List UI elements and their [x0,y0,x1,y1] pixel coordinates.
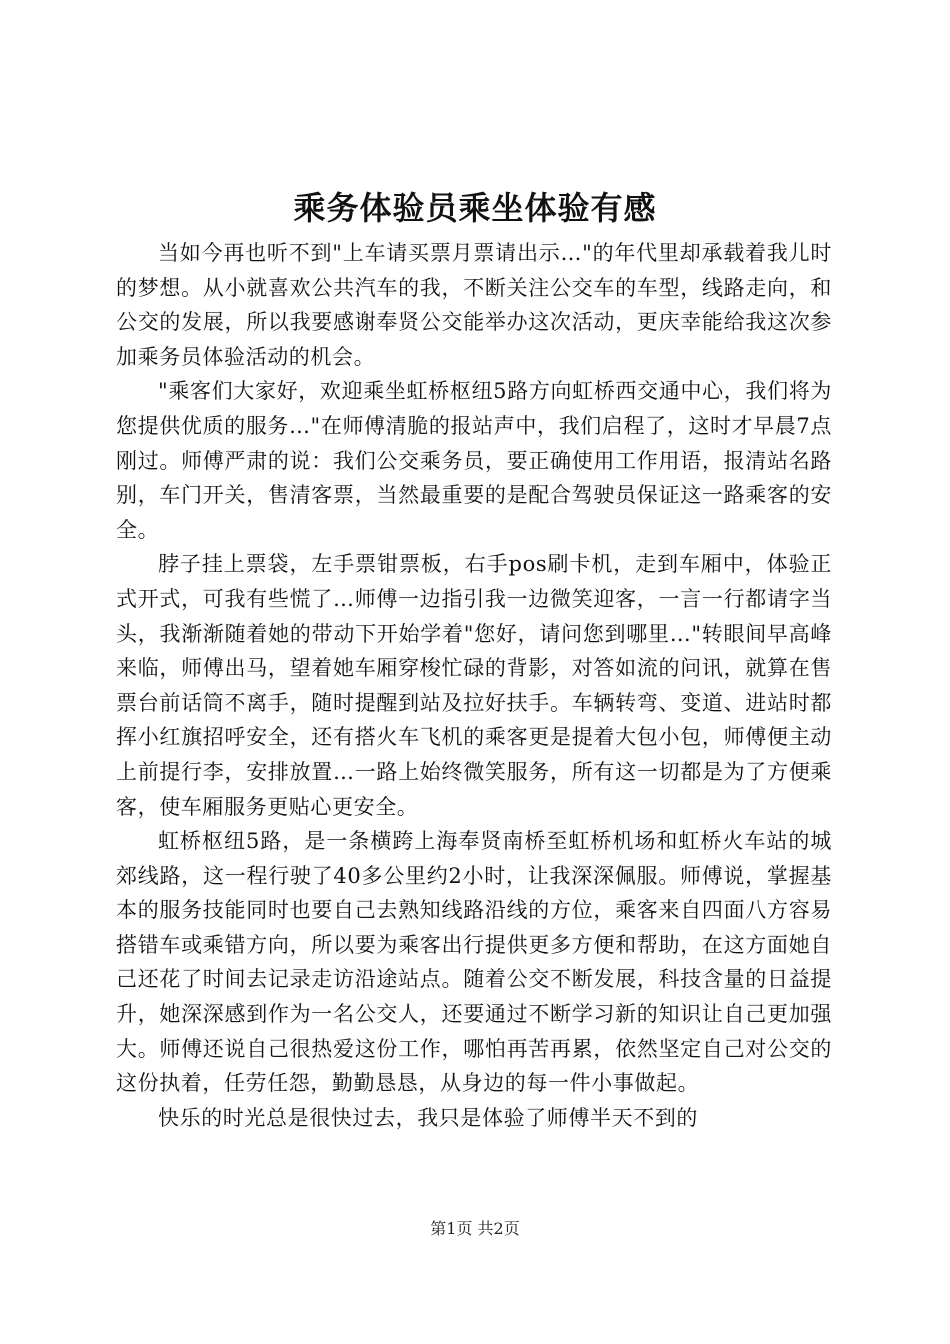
page-footer: 第1页 共2页 [430,1219,520,1238]
document-body [116,236,832,1135]
document-title: 乘务体验员乘坐体验有感 [293,189,657,227]
paragraph-4: 虹桥枢纽5路，是一条横跨上海奉贤南桥至虹桥机场和虹桥火车站的城郊线路，这一程行驶了40多公里约2小时，让我深深佩服。师傅说，掌握基本的服务技能同时也要自己去熟知线路沿线的方位，乘客来自四面八方容易搭错车或乘错方向，所以要为乘客出行提供更多方便和帮助，在这方面她自己还花了时间去记录走访沿途站点。随着公交不断发展，科技含量的日益提升，她深深感到作为一名公交人，还要通过不断学习新的知识让自己更加强大。师傅还说自己很热爱这份工作，哪怕再苦再累，依然坚定自己对公交的这份执着，任劳任怨，勤勤恳恳，从身边的每一件小事做起。 [116,829,832,1096]
paragraph-2: "乘客们大家好，欢迎乘坐虹桥枢纽5路方向虹桥西交通中心，我们将为您提供优质的服务…"在师傅清脆的报站声中，我们启程了，这时才早晨7点刚过。师傅严肃的说：我们公交乘务员，要正确使用工作用语，报清站名路别，车门开关，售清客票，当然最重要的是配合驾驶员保证这一路乘客的安全。 [116,379,832,542]
paragraph-1: 当如今再也听不到"上车请买票月票请出示…"的年代里却承载着我儿时的梦想。从小就喜欢公共汽车的我，不断关注公交车的车型，线路走向，和公交的发展，所以我要感谢奉贤公交能举办这次活动，更庆幸能给我这次参加乘务员体验活动的机会。 [116,241,832,369]
paragraph-5: 快乐的时光总是很快过去，我只是体验了师傅半天不到的 [158,1105,698,1130]
paragraph-3: 脖子挂上票袋，左手票钳票板，右手pos刷卡机，走到车厢中，体验正式开式，可我有些慌了…师傅一边指引我一边微笑迎客，一言一行都请字当头，我渐渐随着她的带动下开始学着"您好，请问您到哪里…"转眼间早高峰来临，师傅出马，望着她车厢穿梭忙碌的背影，对答如流的问讯，就算在售票台前话筒不离手，随时提醒到站及拉好扶手。车辆转弯、变道、进站时都挥小红旗招呼安全，还有搭火车飞机的乘客更是提着大包小包，师傅便主动上前提行李，安排放置…一路上始终微笑服务，所有这一切都是为了方便乘客，使车厢服务更贴心更安全。 [116,552,832,819]
